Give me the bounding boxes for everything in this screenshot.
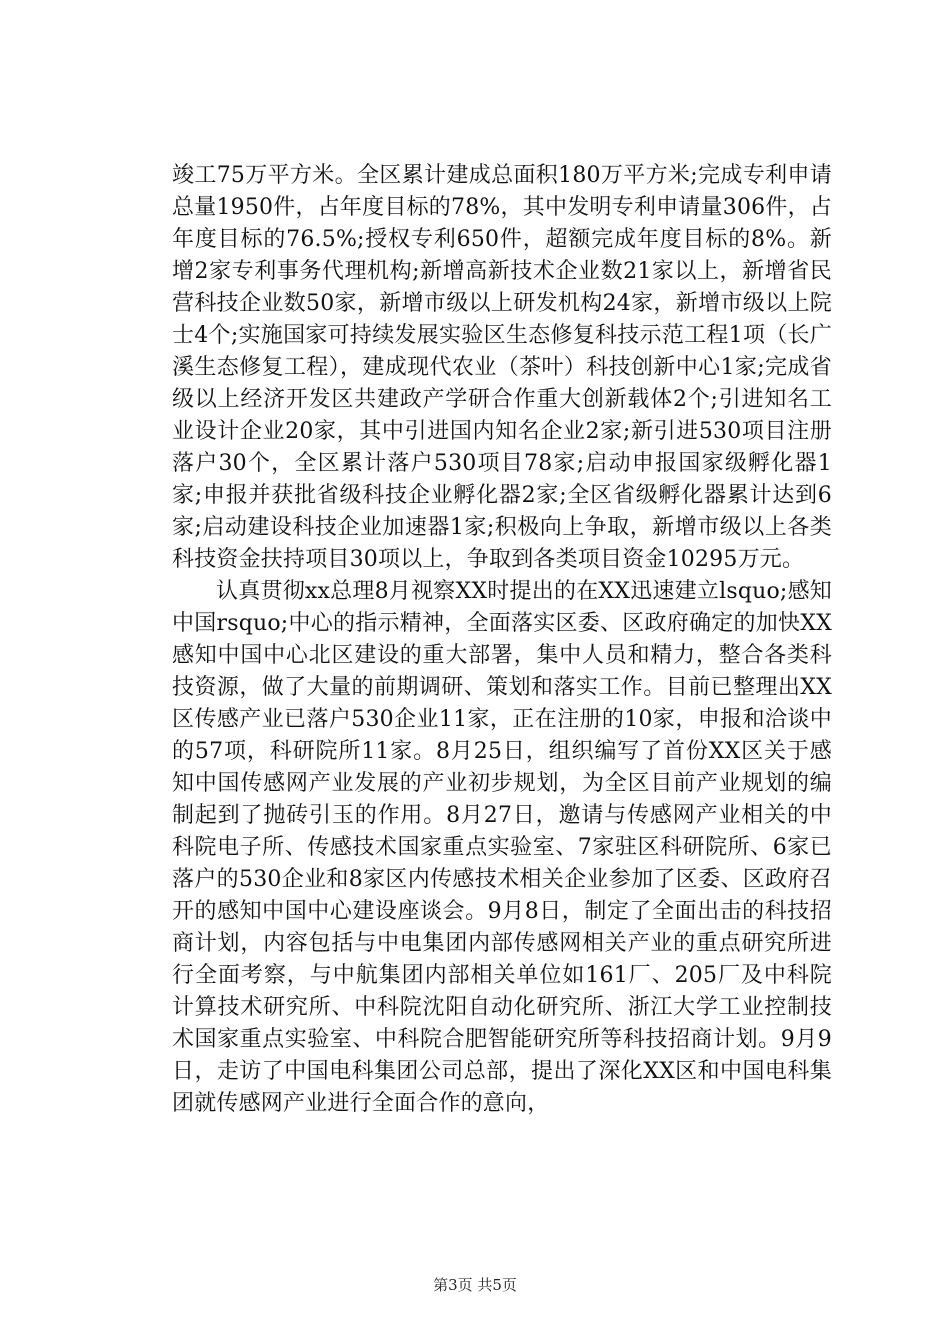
body-text — [172, 160, 832, 1120]
paragraph-1: 竣工75万平方米。全区累计建成总面积180万平方米;完成专利申请总量1950件，占年度目标的78%，其中发明专利申请量306件，占年度目标的76.5%;授权专利650件，超额完成年度目标的8%。新增2家专利事务代理机构;新增高新技术企业数21家以上，新增省民营科技企业数50家，新增市级以上研发机构24家，新增市级以上院士4个;实施国家可持续发展实验区生态修复科技示范工程1项（长广溪生态修复工程），建成现代农业（茶叶）科技创新中心1家;完成省级以上经济开发区共建政产学研合作重大创新载体2个;引进知名工业设计企业20家，其中引进国内知名企业2家;新引进530项目注册落户30个，全区累计落户530项目78家;启动申报国家级孵化器1家;申报并获批省级科技企业孵化器2家;全区省级孵化器累计达到6家;启动建设科技企业加速器1家;积极向上争取，新增市级以上各类科技资金扶持项目30项以上，争取到各类项目资金10295万元。 — [172, 163, 832, 572]
page-footer: 第3页 共5页 — [433, 1276, 517, 1294]
paragraph-2: 认真贯彻xx总理8月视察XX时提出的在XX迅速建立lsquo;感知中国rsquo;中心的指示精神，全面落实区委、区政府确定的加快XX感知中国中心北区建设的重大部署，集中人员和精力，整合各类科技资源，做了大量的前期调研、策划和落实工作。目前已整理出XX区传感产业已落户530企业11家，正在注册的10家，申报和洽谈中的57项，科研院所11家。8月25日，组织编写了首份XX区关于感知中国传感网产业发展的产业初步规划，为全区目前产业规划的编制起到了抛砖引玉的作用。8月27日，邀请与传感网产业相关的中科院电子所、传感技术国家重点实验室、7家驻区科研院所、6家已落户的530企业和8家区内传感技术相关企业参加了区委、区政府召开的感知中国中心建设座谈会。9月8日，制定了全面出击的科技招商计划，内容包括与中电集团内部传感网相关产业的重点研究所进行全面考察，与中航集团内部相关单位如161厂、205厂及中科院计算技术研究所、中科院沈阳自动化研究所、浙江大学工业控制技术国家重点实验室、中科院合肥智能研究所等科技招商计划。9月9日，走访了中国电科集团公司总部，提出了深化XX区和中国电科集团就传感网产业进行全面合作的意向， — [172, 579, 832, 1116]
